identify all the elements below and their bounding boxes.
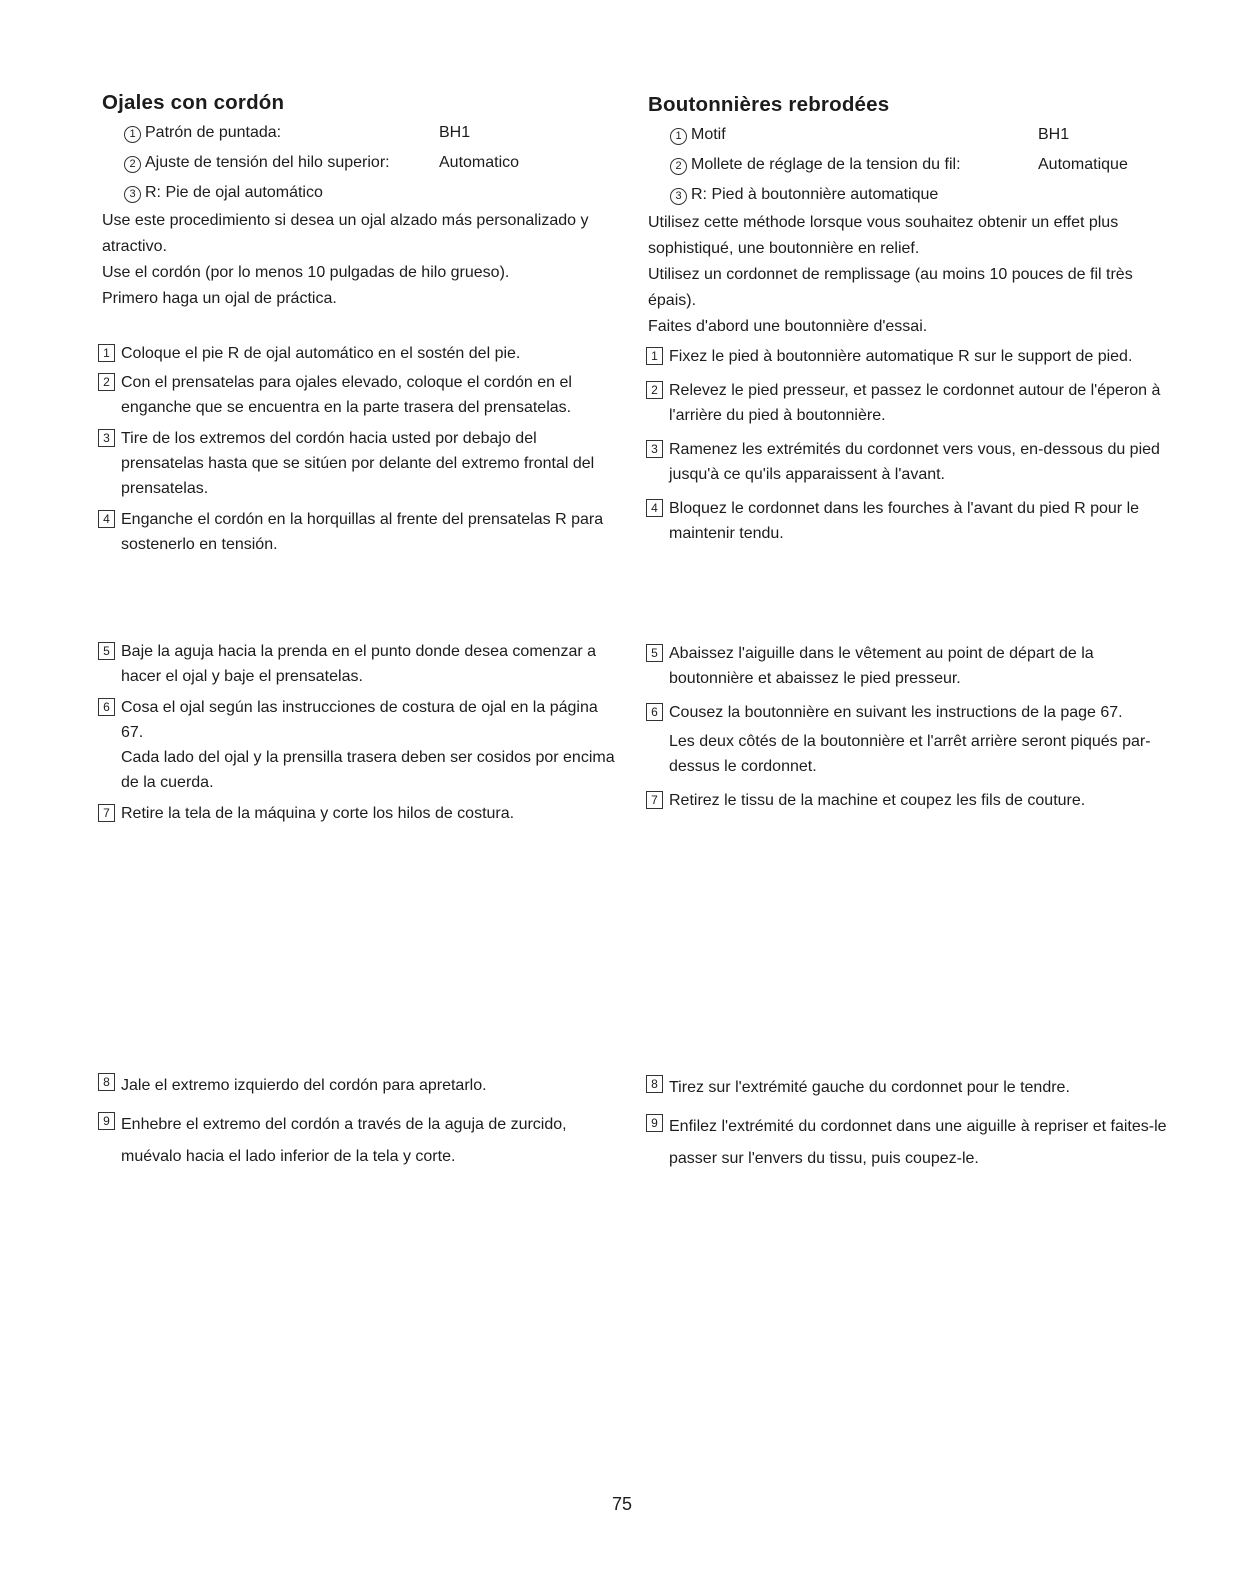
- step-item: [646, 1072, 1171, 1104]
- intro-paragraph: Primero haga un ojal de práctica.: [102, 290, 337, 307]
- setting-row: [102, 178, 622, 208]
- step-text: Fixez le pied à boutonnière automatique R sur le support de pied.: [669, 348, 1133, 365]
- section-title: Ojales con cordón: [102, 91, 285, 114]
- step-text: Retirez le tissu de la machine et coupez les fils de couture.: [669, 792, 1086, 809]
- step-number-icon: 7: [98, 804, 115, 822]
- setting-value: BH1: [1038, 126, 1070, 143]
- step-item: [98, 370, 618, 420]
- step-number-icon: 5: [98, 642, 115, 660]
- step-item: [98, 341, 618, 366]
- intro-paragraph: Faites d'abord une boutonnière d'essai.: [648, 318, 928, 335]
- step-number-icon: 4: [646, 499, 663, 517]
- setting-value: Automatique: [1038, 156, 1128, 173]
- step-number-icon: 6: [646, 703, 663, 721]
- step-number-icon: 1: [98, 344, 115, 362]
- step-item: [646, 700, 1166, 725]
- spanish-steps-1-4: [98, 341, 618, 557]
- step-item: [98, 639, 623, 689]
- step-item: [98, 801, 623, 826]
- step-number-icon: 9: [646, 1114, 663, 1132]
- step-text: Coloque el pie R de ojal automático en el sostén del pie.: [121, 345, 521, 362]
- step-text: Relevez le pied presseur, et passez le cordonnet autour de l'éperon à l'arrière du pied à boutonnière.: [669, 382, 1161, 424]
- step-number-icon: 5: [646, 644, 663, 662]
- step-text: Enganche el cordón en la horquillas al frente del prensatelas R para sostenerlo en tensión.: [121, 511, 604, 553]
- step-item: [98, 1070, 568, 1102]
- french-steps-5-7: [646, 641, 1166, 813]
- setting-label: R: Pied à boutonnière automatique: [691, 186, 939, 203]
- step-text: Enfilez l'extrémité du cordonnet dans une aiguille à repriser et faites-le passer sur l'envers du tissu, puis coupez-le.: [669, 1118, 1167, 1167]
- step-item: [646, 788, 1166, 813]
- spanish-steps-8-9: [98, 1070, 568, 1173]
- setting-row: [102, 148, 622, 178]
- intro-paragraph: Use el cordón (por lo menos 10 pulgadas de hilo grueso).: [102, 264, 510, 281]
- circled-number-icon: 2: [124, 156, 141, 173]
- french-steps-1-4: [646, 344, 1166, 546]
- page-number: 75: [611, 1494, 633, 1514]
- step-item: [646, 641, 1166, 691]
- step-number-icon: 2: [646, 381, 663, 399]
- step-text: Bloquez le cordonnet dans les fourches à l'avant du pied R pour le maintenir tendu.: [669, 500, 1140, 542]
- step-text: Baje la aguja hacia la prenda en el punto donde desea comenzar a hacer el ojal y baje el prensatelas.: [121, 643, 597, 685]
- circled-number-icon: 3: [124, 186, 141, 203]
- step-item: [646, 1111, 1171, 1175]
- step-text: Cousez la boutonnière en suivant les instructions de la page 67.: [669, 704, 1123, 721]
- step-item: [646, 437, 1166, 487]
- step-text: Jale el extremo izquierdo del cordón para apretarlo.: [121, 1077, 487, 1094]
- setting-label: Motif: [691, 126, 726, 143]
- intro-paragraph: Use este procedimiento si desea un ojal alzado más personalizado y atractivo.: [102, 212, 589, 255]
- intro-paragraph: Utilisez un cordonnet de remplissage (au moins 10 pouces de fil très épais).: [648, 266, 1133, 309]
- step-item: [646, 344, 1166, 369]
- french-steps-8-9: [646, 1072, 1171, 1175]
- setting-row: [102, 118, 622, 148]
- step-note: Les deux côtés de la boutonnière et l'arrêt arrière seront piqués par-dessus le cordonnet.: [669, 733, 1151, 775]
- circled-number-icon: 2: [670, 158, 687, 175]
- step-item: [646, 496, 1166, 546]
- step-text: Retire la tela de la máquina y corte los hilos de costura.: [121, 805, 515, 822]
- setting-label: Patrón de puntada:: [145, 124, 282, 141]
- setting-label: Ajuste de tensión del hilo superior:: [145, 154, 390, 171]
- step-text: Tirez sur l'extrémité gauche du cordonnet pour le tendre.: [669, 1079, 1070, 1096]
- setting-label: Mollete de réglage de la tension du fil:: [691, 156, 961, 173]
- setting-row: [648, 180, 1168, 210]
- french-column: [648, 90, 1168, 340]
- step-item: [98, 1109, 568, 1173]
- setting-value: BH1: [439, 124, 471, 141]
- circled-number-icon: 1: [124, 126, 141, 143]
- step-item: [98, 695, 623, 745]
- step-text: Con el prensatelas para ojales elevado, coloque el cordón en el enganche que se encuentra en la parte trasera del prensatelas.: [121, 374, 572, 416]
- step-number-icon: 1: [646, 347, 663, 365]
- step-number-icon: 2: [98, 373, 115, 391]
- step-text: Enhebre el extremo del cordón a través de la aguja de zurcido, muévalo hacia el lado inferior de la tela y corte.: [121, 1116, 567, 1165]
- step-number-icon: 9: [98, 1112, 115, 1130]
- step-item: [98, 507, 618, 557]
- step-number-icon: 8: [646, 1075, 663, 1093]
- setting-row: [648, 150, 1168, 180]
- spanish-column: [102, 88, 622, 312]
- step-item: [646, 378, 1166, 428]
- intro-paragraph: Utilisez cette méthode lorsque vous souhaitez obtenir un effet plus sophistiqué, une boutonnière en relief.: [648, 214, 1119, 257]
- step-number-icon: 8: [98, 1073, 115, 1091]
- step-number-icon: 3: [646, 440, 663, 458]
- step-number-icon: 3: [98, 429, 115, 447]
- step-text: Tire de los extremos del cordón hacia usted por debajo del prensatelas hasta que se sitúen por delante del extremo frontal del prensatelas.: [121, 430, 595, 497]
- setting-label: R: Pie de ojal automático: [145, 184, 323, 201]
- circled-number-icon: 1: [670, 128, 687, 145]
- step-number-icon: 6: [98, 698, 115, 716]
- step-text: Cosa el ojal según las instrucciones de costura de ojal en la página 67.: [121, 699, 598, 741]
- step-item: [98, 426, 618, 501]
- step-number-icon: 4: [98, 510, 115, 528]
- setting-row: [648, 120, 1168, 150]
- step-number-icon: 7: [646, 791, 663, 809]
- step-text: Ramenez les extrémités du cordonnet vers vous, en-dessous du pied jusqu'à ce qu'ils apparaissent à l'avant.: [669, 441, 1160, 483]
- spanish-steps-5-7: [98, 639, 623, 826]
- circled-number-icon: 3: [670, 188, 687, 205]
- section-title: Boutonnières rebrodées: [648, 93, 890, 116]
- setting-value: Automatico: [439, 154, 520, 171]
- step-note: Cada lado del ojal y la prensilla trasera deben ser cosidos por encima de la cuerda.: [121, 749, 615, 791]
- step-text: Abaissez l'aiguille dans le vêtement au point de départ de la boutonnière et abaissez le pied presseur.: [669, 645, 1094, 687]
